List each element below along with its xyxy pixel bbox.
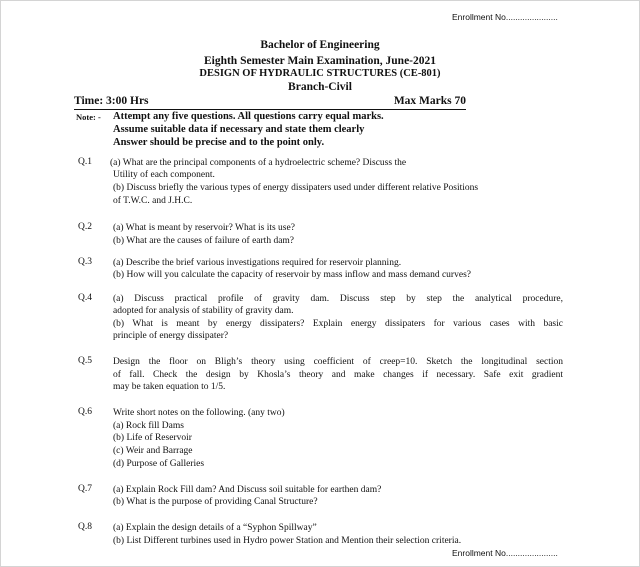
question-number: Q.3 [78,257,92,267]
note-line: Assume suitable data if necessary and state them clearly [113,124,365,135]
branch-title: Branch-Civil [288,81,352,93]
question-line: (a) Describe the brief various investigations required for reservoir planning. [113,258,402,268]
question-line: (d) Purpose of Galleries [113,459,205,469]
question-number: Q.1 [78,157,92,167]
question-line: of fall. Check the design by Khosla’s theory and make changes if necessary. Safe exit gradient [113,370,563,380]
question-line: adopted for analysis of stability of gravity dam. [113,306,294,316]
enrollment-number-bottom: Enrollment No...................... [452,548,558,558]
time-marks-row [74,95,466,110]
question-line: (b) What are the causes of failure of earth dam? [113,236,295,246]
subject-title: DESIGN OF HYDRAULIC STRUCTURES (CE-801) [199,68,441,79]
question-number: Q.5 [78,356,92,366]
question-line: (b) What is meant by energy dissipaters? Explain energy dissipaters for various cases with basic [113,319,563,329]
question-line: of T.W.C. and J.H.C. [113,196,193,206]
question-line: (a) Explain the design details of a “Syphon Spillway” [113,523,317,533]
degree-title: Bachelor of Engineering [260,39,380,51]
time-label: Time: 3:00 Hrs [74,95,149,107]
question-number: Q.4 [78,293,92,303]
question-line: (a) Discuss practical profile of gravity dam. Discuss step by step the analytical procedure, [113,294,563,304]
note-line: Attempt any five questions. All questions carry equal marks. [113,111,384,122]
question-line: (a) What are the principal components of a hydroelectric scheme? Discuss the [110,158,407,168]
question-line: may be taken equation to 1/5. [113,382,226,392]
question-line: (b) Life of Reservoir [113,433,192,443]
question-line: (a) Explain Rock Fill dam? And Discuss soil suitable for earthen dam? [113,485,382,495]
question-line: (c) Weir and Barrage [113,446,193,456]
question-line: (a) Rock fill Dams [113,421,184,431]
enrollment-number-top: Enrollment No...................... [452,12,558,22]
question-line: (b) List Different turbines used in Hydro power Station and Mention their selection criteria. [113,536,462,546]
question-line: Design the floor on Bligh’s theory using coefficient of creep=10. Sketch the longitudinal section [113,357,563,367]
question-number: Q.2 [78,222,92,232]
question-number: Q.6 [78,407,92,417]
question-line: Utility of each component. [113,170,215,180]
question-number: Q.7 [78,484,92,494]
question-line: (b) What is the purpose of providing Canal Structure? [113,497,318,507]
question-line: Write short notes on the following. (any two) [113,408,285,418]
question-line: (b) How will you calculate the capacity of reservoir by mass inflow and mass demand curves? [113,270,471,280]
question-line: principle of energy dissipater? [113,331,229,341]
note-line: Answer should be precise and to the point only. [113,137,325,148]
question-number: Q.8 [78,522,92,532]
max-marks-label: Max Marks 70 [393,95,466,107]
note-label: Note: - [76,112,101,122]
exam-title: Eighth Semester Main Examination, June-2021 [203,55,437,67]
question-line: (a) What is meant by reservoir? What is its use? [113,223,295,233]
question-line: (b) Discuss briefly the various types of energy dissipaters used under different relative Positions [113,183,479,193]
